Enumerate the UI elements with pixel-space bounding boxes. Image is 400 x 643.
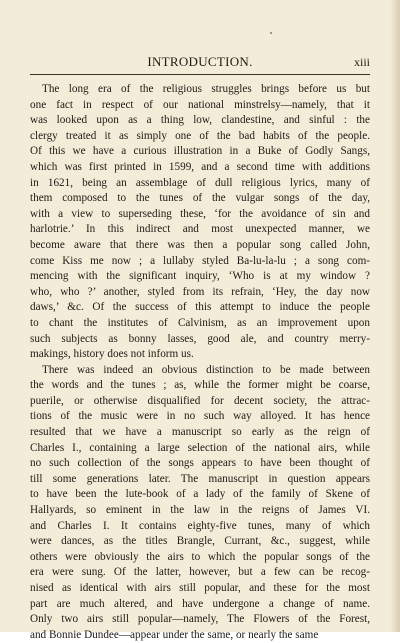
text-line: come Kiss me now ; a lullaby styled Ba-lu-la-lu ; a song com- [30, 254, 370, 267]
text-line: daws,’ &c. Of the success of this attempt to induce the people [30, 301, 370, 314]
text-line: to chant the institutes of Calvinism, as an improvement upon [30, 316, 370, 329]
text-line: Hallyards, so eminent in the law in the reigns of James VI. [30, 504, 370, 517]
text-line: There was indeed an obvious distinction to be made between [42, 363, 370, 376]
text-line: mencing with the significant inquiry, ‘Who is at my window ? [30, 270, 370, 283]
page-number: xiii [353, 55, 370, 69]
text-line: The long era of the religious struggles brings before us but [42, 83, 370, 95]
text-line: such subjects as bonny lasses, good ale, and country merry- [30, 332, 370, 345]
text-line: puerile, or otherwise disqualified for decent society, the attrac- [30, 394, 370, 407]
text-line: tions of the music were in no such way alloyed. It has hence [30, 410, 370, 423]
text-line: nised as identical with airs still popular, and these for the most [30, 582, 370, 594]
text-line: makings, history does not inform us. [30, 348, 194, 361]
text-line: Only two airs still popular—namely, The Flowers of the Forest, [30, 613, 370, 626]
text-line: till some generations later. The manuscript in question appears [30, 472, 370, 485]
text-line: no such collection of the songs appears to have been thought of [30, 457, 370, 470]
text-line: in 1621, being an assemblage of dull religious lyrics, many of [30, 176, 370, 189]
text-line: to have been the lute-book of a lady of the family of Skene of [30, 488, 370, 501]
text-line: others were obviously the airs to which the popular songs of the [30, 550, 370, 563]
body-text [30, 82, 370, 641]
scan-speck [270, 32, 272, 34]
text-line: the words and the tunes ; as, while the former might be coarse, [30, 379, 370, 392]
text-line: and Charles I. It contains eighty-five tunes, many of which [30, 519, 370, 532]
text-line: them composed to the tunes of the vulgar songs of the day, [30, 192, 370, 205]
text-line: Charles I., containing a large selection of the national airs, while [30, 441, 370, 454]
running-title: INTRODUCTION. [147, 54, 253, 69]
text-line: was looked upon as a thing low, clandestine, and sinful : the [30, 114, 370, 127]
text-line: part are much altered, and have undergone a change of name. [30, 597, 370, 610]
text-line: Of this we have a curious illustration in a Buke of Godly Sangs, [30, 145, 370, 158]
text-line: and Bonnie Dundee—appear under the same, or nearly the same [30, 628, 319, 641]
text-line: resulted that we have a manuscript so early as the reign of [30, 426, 370, 439]
text-line: which was first printed in 1599, and a second time with additions [30, 160, 370, 173]
header-rule [30, 74, 370, 75]
text-line: harlotrie.’ In this indirect and most unexpected manner, we [30, 223, 370, 236]
page-edge-shadow [390, 0, 400, 632]
text-line: clergy treated it as simply one of the bad habits of the people. [30, 129, 370, 142]
text-line: become aware that there was then a popular song called John, [30, 238, 370, 251]
text-line: era were sung. Of the latter, however, but a few can be recog- [30, 566, 370, 579]
text-line: with a view to superseding these, ‘for the avoidance of sin and [30, 207, 370, 220]
running-head [30, 54, 370, 70]
text-line: were dances, as the titles Brangle, Currant, &c., suggest, while [30, 535, 370, 548]
text-line: one fact in respect of our national minstrelsy—namely, that it [30, 98, 370, 111]
text-line: who, who ?’ another, styled from its refrain, ‘Hey, the day now [30, 285, 370, 298]
